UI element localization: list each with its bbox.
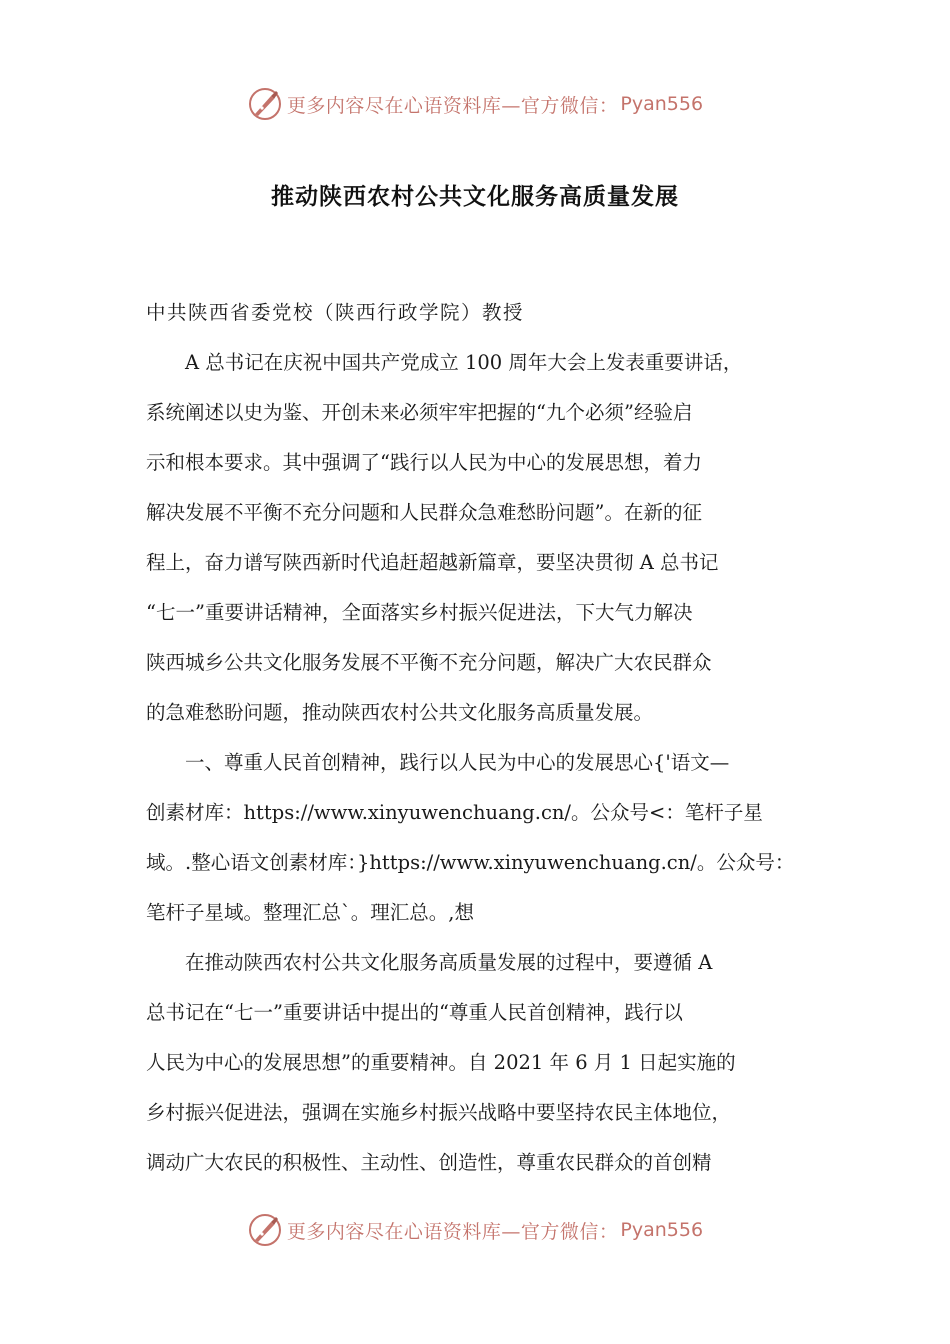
watermark-header: [0, 82, 950, 126]
paragraph: [146, 738, 822, 938]
paragraph: [146, 938, 822, 1188]
paragraph-line: 乡村振兴促进法，强调在实施乡村振兴战略中要坚持农民主体地位，: [146, 1101, 732, 1124]
paragraph-line: 一、尊重人民首创精神，践行以人民为中心的发展思心{'语文—: [146, 751, 730, 774]
paragraph-line: 系统阐述以史为鉴、开创未来必须牢牢把握的“九个必须”经验启: [146, 401, 693, 424]
paragraph-line: 调动广大农民的积极性、主动性、创造性，尊重农民群众的首创精: [146, 1151, 712, 1174]
watermark-text: 更多内容尽在心语资料库—官方微信：: [286, 94, 619, 117]
paragraph-line: 在推动陕西农村公共文化服务高质量发展的过程中，要遵循 A: [146, 951, 713, 974]
watermark-text: 更多内容尽在心语资料库—官方微信：: [286, 1220, 619, 1243]
watermark-handle: Pyan556: [620, 93, 704, 115]
pen-nib-logo-icon: [247, 86, 283, 122]
paragraph-line: 创素材库：https://www.xinyuwenchuang.cn/。公众号<：笔杆子星: [146, 801, 763, 824]
paragraph-line: “七一”重要讲话精神，全面落实乡村振兴促进法，下大气力解决: [146, 601, 693, 624]
paragraph-line: 总书记在“七一”重要讲话中提出的“尊重人民首创精神，践行以: [146, 1001, 683, 1024]
paragraph-line: 解决发展不平衡不充分问题和人民群众急难愁盼问题”。在新的征: [146, 501, 702, 524]
paragraph-line: A 总书记在庆祝中国共产党成立 100 周年大会上发表重要讲话，: [146, 351, 743, 374]
pen-nib-logo-icon: [247, 1212, 283, 1248]
paragraph-line: 笔杆子星域。整理汇总`。理汇总。,想: [146, 901, 474, 924]
document-body: [146, 288, 822, 1188]
paragraph: [146, 338, 822, 738]
paragraph-line: 人民为中心的发展思想”的重要精神。自 2021 年 6 月 1 日起实施的: [146, 1051, 736, 1074]
paragraph-line: 程上，奋力谱写陕西新时代追赶超越新篇章，要坚决贯彻 A 总书记: [146, 551, 719, 574]
paragraph-line: 示和根本要求。其中强调了“践行以人民为中心的发展思想，着力: [146, 451, 702, 474]
author-line: 中共陕西省委党校（陕西行政学院）教授: [146, 301, 525, 324]
watermark-footer: [0, 1208, 950, 1252]
watermark-handle: Pyan556: [620, 1219, 704, 1241]
paragraph-line: 的急难愁盼问题，推动陕西农村公共文化服务高质量发展。: [146, 701, 654, 724]
document-title: 推动陕西农村公共文化服务高质量发展: [271, 184, 679, 210]
paragraph-line: 域。.整心语文创素材库：}https://www.xinyuwenchuang.cn/。公众号：: [146, 851, 795, 874]
paragraph-line: 陕西城乡公共文化服务发展不平衡不充分问题，解决广大农民群众: [146, 651, 712, 674]
